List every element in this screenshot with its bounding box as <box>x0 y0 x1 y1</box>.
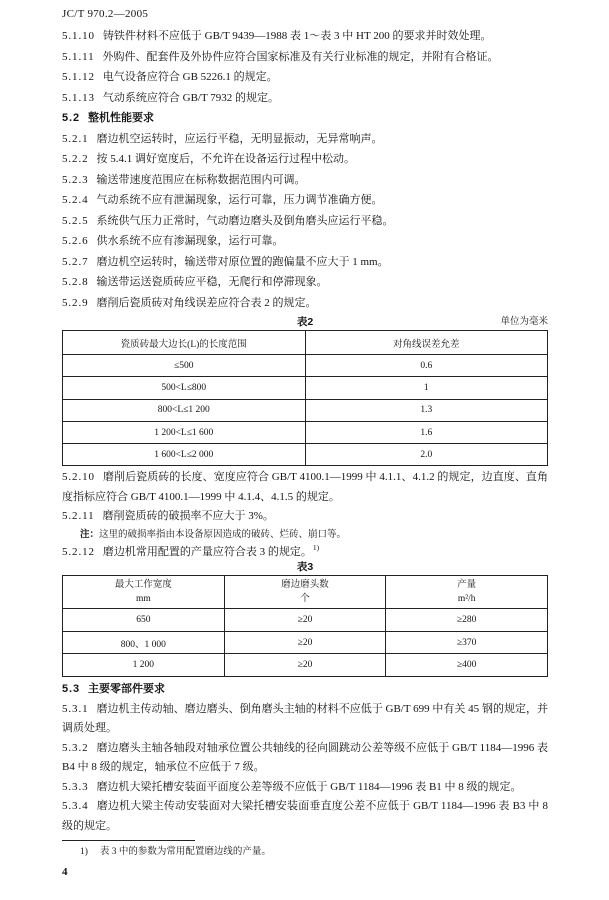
clause-text: 外购件、配套件及外协件应符合国家标准及有关行业标准的规定，并附有合格证。 <box>102 50 499 63</box>
table2-cell-tolerance: 1 <box>305 377 548 399</box>
header-unit: mm <box>135 594 151 604</box>
table2-header-length-range: 瓷质砖最大边长(L)的长度范围 <box>63 331 306 355</box>
note-text: 这里的破损率指由本设备原因造成的破砖、烂砖、崩口等。 <box>99 529 347 540</box>
clause-text: 供水系统不应有渗漏现象，运行可靠。 <box>96 235 284 247</box>
clause-5-2-5 <box>62 211 548 232</box>
clause-text: 磨边机空运转时，应运行平稳，无明显振动，无异常响声。 <box>96 132 383 145</box>
clause-number: 5.1.11 <box>62 50 95 63</box>
table2-header-row <box>63 331 548 355</box>
clause-5-2-8 <box>62 272 548 293</box>
clause-number: 5.2.1 <box>62 132 89 145</box>
table3-cell-output: ≥280 <box>386 609 548 632</box>
clause-5-2-9 <box>62 293 548 314</box>
clause-5-2-7 <box>62 252 548 273</box>
clause-number: 5.2.4 <box>62 194 89 206</box>
table3-cell-width: 650 <box>63 609 225 632</box>
table3-cell-heads: ≥20 <box>224 654 386 677</box>
clause-5-3-4 <box>62 797 548 836</box>
clause-text: 磨削后瓷质砖对角线误差应符合表 2 的规定。 <box>96 296 317 309</box>
clause-number: 5.1.13 <box>62 91 95 104</box>
clause-number: 5.1.10 <box>62 30 95 42</box>
header-name: 最大工作宽度 <box>114 580 172 590</box>
table2-cell-tolerance: 1.3 <box>305 399 548 421</box>
clause-text: 磨削瓷质砖的破损率不应大于 3%。 <box>102 510 274 522</box>
clause-number: 5.1.12 <box>62 71 95 83</box>
table3-header-head-count <box>224 576 386 609</box>
footnote-text: 表 3 中的参数为常用配置磨边线的产量。 <box>99 847 271 857</box>
clause-text: 电气设备应符合 GB 5226.1 的规定。 <box>102 71 278 83</box>
clauses-middle-block <box>62 468 548 562</box>
table-3 <box>62 575 548 677</box>
table-row <box>63 377 548 399</box>
clause-number: 5.3.1 <box>62 702 89 715</box>
table-row <box>63 609 548 632</box>
footnote <box>80 844 540 860</box>
table-row <box>63 421 548 443</box>
header-unit: 个 <box>300 594 310 604</box>
table3-header-output <box>386 576 548 609</box>
clause-number: 5.2.3 <box>62 173 89 186</box>
clause-number: 5.2.6 <box>62 235 89 247</box>
clause-text: 输送带速度范围应在标称数据范围内可调。 <box>96 173 306 186</box>
clause-5-2-3 <box>62 170 548 191</box>
clause-text: 系统供气压力正常时，气动磨边磨头及倒角磨头应运行平稳。 <box>96 214 394 227</box>
table2-caption: 表2 <box>296 316 314 328</box>
table2-cell-tolerance: 0.6 <box>305 355 548 377</box>
clause-5-1-13 <box>62 88 548 109</box>
clause-number: 5.3.4 <box>62 800 89 812</box>
table3-cell-width: 800、1 000 <box>63 631 225 654</box>
table2-header-diagonal-tolerance: 对角线误差允差 <box>305 331 548 355</box>
section-title: 主要零部件要求 <box>88 683 165 695</box>
clause-text: 气动系统应符合 GB/T 7932 的规定。 <box>102 91 280 104</box>
table3-caption-row <box>62 559 548 575</box>
table2-cell-tolerance: 1.6 <box>305 421 548 443</box>
clauses-lower-block <box>62 680 548 836</box>
clause-text: 磨削后瓷质砖的长度、宽度应符合 GB/T 4100.1—1999 中 4.1.1、4.1.2 的规定，边直度、直角度指标应符合 GB/T 4100.1—1999 中 4.1.4、4.1.5 的规定。 <box>62 471 548 503</box>
page-number: 4 <box>62 866 68 878</box>
header-unit: m²/h <box>457 594 476 604</box>
table2-cell-range: ≤500 <box>63 355 306 377</box>
footnote-reference: 1) <box>312 542 320 552</box>
table3-cell-heads: ≥20 <box>224 631 386 654</box>
table2-cell-range: 500<L≤800 <box>63 377 306 399</box>
clause-5-1-12 <box>62 67 548 88</box>
table3-caption: 表3 <box>296 561 314 573</box>
note <box>62 527 548 543</box>
standard-code-header: JC/T 970.2—2005 <box>62 8 149 20</box>
clause-5-1-11 <box>62 47 548 68</box>
clause-text: 磨边磨头主轴各轴段对轴承位置公共轴线的径向圆跳动公差等级不应低于 GB/T 1184—1996 表 B4 中 8 级的规定，轴承位不应低于 7 级。 <box>62 741 548 773</box>
note-label: 注： <box>80 529 100 540</box>
clause-number: 5.2.10 <box>62 471 95 483</box>
clause-number: 5.3.2 <box>62 741 89 754</box>
clause-text: 磨边机主传动轴、磨边磨头、倒角磨头主轴的材料不应低于 GB/T 699 中有关 45 钢的规定，并调质处理。 <box>62 702 548 734</box>
clause-text: 磨边机大梁托槽安装面平面度公差等级不应低于 GB/T 1184—1996 表 B1 中 8 级的规定。 <box>96 780 522 793</box>
header-name: 磨边磨头数 <box>281 580 329 590</box>
section-5-2-heading <box>62 108 548 129</box>
table2-cell-range: 1 600<L≤2 000 <box>63 444 306 466</box>
clause-number: 5.2.9 <box>62 296 89 309</box>
table2-caption-row <box>62 314 548 330</box>
clause-5-3-1 <box>62 700 548 739</box>
footnote-mark: 1) <box>80 847 88 857</box>
clause-text: 铸铁件材料不应低于 GB/T 9439—1988 表 1～表 3 中 HT 200 的要求并时效处理。 <box>102 30 492 42</box>
clause-5-2-1 <box>62 129 548 150</box>
clause-text: 输送带运送瓷质砖应平稳，无爬行和停滞现象。 <box>96 276 328 288</box>
clause-number: 5.2.5 <box>62 214 89 227</box>
table-row <box>63 631 548 654</box>
table2-cell-range: 1 200<L≤1 600 <box>63 421 306 443</box>
clause-text: 磨边机常用配置的产量应符合表 3 的规定。 <box>102 545 312 558</box>
table3-cell-output: ≥400 <box>386 654 548 677</box>
clause-text: 磨边机空运转时，输送带对原位置的跑偏量不应大于 1 mm。 <box>96 255 389 268</box>
table-row <box>63 654 548 677</box>
clause-text: 气动系统不应有泄漏现象，运行可靠，压力调节准确方便。 <box>96 194 383 206</box>
table3-cell-output: ≥370 <box>386 631 548 654</box>
clause-number: 5.3.3 <box>62 780 89 793</box>
clause-5-2-4 <box>62 190 548 211</box>
clause-number: 5.2.8 <box>62 276 89 288</box>
table-row <box>63 355 548 377</box>
clauses-upper-block <box>62 26 548 313</box>
section-5-3-heading <box>62 680 548 700</box>
section-title: 整机性能要求 <box>88 112 154 124</box>
clause-number: 5.2.7 <box>62 255 89 268</box>
clause-number: 5.2.12 <box>62 545 95 558</box>
clause-number: 5.2.2 <box>62 153 89 165</box>
clause-5-2-10 <box>62 468 548 507</box>
clause-5-1-10 <box>62 26 548 47</box>
table3-cell-width: 1 200 <box>63 654 225 677</box>
clause-text: 按 5.4.1 调好宽度后，不允许在设备运行过程中松动。 <box>96 153 355 165</box>
clause-text: 磨边机大梁主传动安装面对大梁托槽安装面垂直度公差不应低于 GB/T 1184—1996 表 B3 中 8 级的规定。 <box>62 800 548 832</box>
clause-5-3-3 <box>62 778 548 798</box>
header-name: 产量 <box>457 580 477 590</box>
table3-cell-heads: ≥20 <box>224 609 386 632</box>
table2-unit: 单位为毫米 <box>500 317 548 327</box>
clause-number: 5.2.11 <box>62 510 95 522</box>
footnote-divider <box>62 840 195 841</box>
table-row <box>63 399 548 421</box>
table3-header-max-width <box>63 576 225 609</box>
clause-5-2-11 <box>62 507 548 527</box>
clause-5-2-6 <box>62 231 548 252</box>
table-2 <box>62 330 548 466</box>
section-number: 5.2 <box>62 112 80 124</box>
table2-cell-tolerance: 2.0 <box>305 444 548 466</box>
table3-header-row <box>63 576 548 609</box>
table2-cell-range: 800<L≤1 200 <box>63 399 306 421</box>
clause-5-3-2 <box>62 739 548 778</box>
section-number: 5.3 <box>62 683 80 695</box>
table-row <box>63 444 548 466</box>
clause-5-2-2 <box>62 149 548 170</box>
